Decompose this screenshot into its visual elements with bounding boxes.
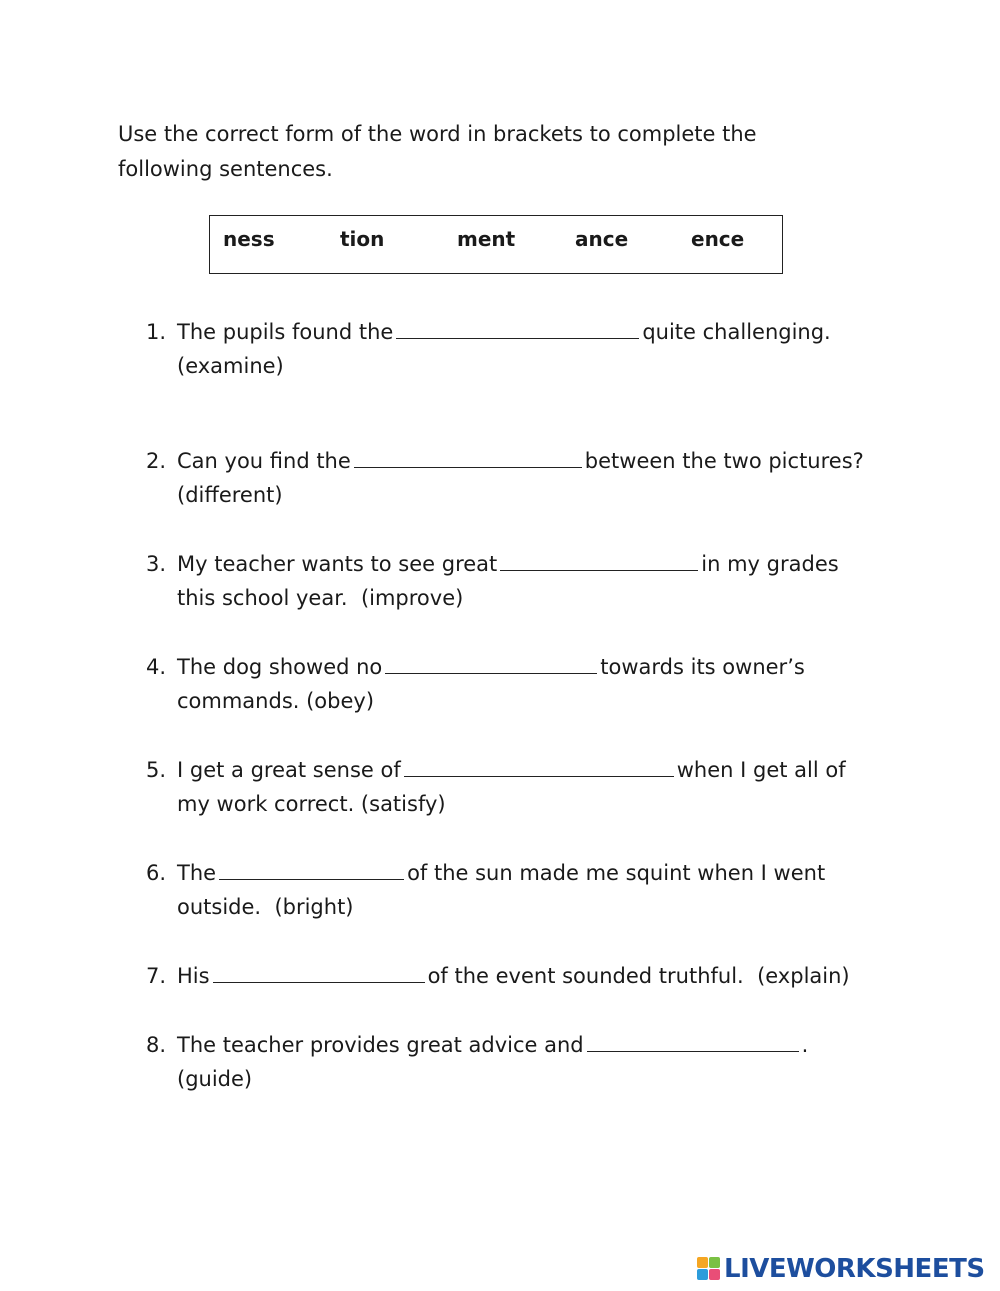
question-text-after: between the two pictures? [584,449,864,473]
question-text-before: The dog showed no [177,655,383,679]
question-text-after: of the event sounded truthful. (explain) [427,964,850,988]
question-text-after: of the sun made me squint when I went [407,861,826,885]
question-hint: (examine) [177,354,284,378]
question-text-before: The [177,861,217,885]
answer-blank[interactable] [396,320,639,339]
question-3 [177,547,897,615]
question-hint: this school year. (improve) [177,586,464,610]
question-number: 4. [146,655,167,679]
question-text-after: quite challenging. [642,320,831,344]
question-hint: my work correct. (satisfy) [177,792,446,816]
question-1 [177,315,897,383]
question-text-after: when I get all of [676,758,846,782]
answer-blank[interactable] [587,1033,799,1052]
suffix-word: tion [340,227,385,251]
question-text-before: Can you find the [177,449,351,473]
question-hint: (different) [177,483,283,507]
question-number: 1. [146,320,167,344]
suffix-word: ment [457,227,516,251]
question-hint: outside. (bright) [177,895,354,919]
question-text-after: towards its owner’s [600,655,805,679]
question-number: 3. [146,552,167,576]
logo-text: LIVEWORKSHEETS [724,1254,985,1284]
question-number: 2. [146,449,167,473]
answer-blank[interactable] [354,449,582,468]
answer-blank[interactable] [219,861,404,880]
question-6 [177,856,897,924]
question-number: 6. [146,861,167,885]
question-hint: commands. (obey) [177,689,375,713]
question-number: 5. [146,758,167,782]
liveworksheets-logo [697,1254,985,1284]
question-4 [177,650,897,718]
suffix-box [209,215,783,274]
question-number: 7. [146,964,167,988]
question-8 [177,1028,897,1096]
question-text-before: The teacher provides great advice and [177,1033,584,1057]
answer-blank[interactable] [213,964,425,983]
answer-blank[interactable] [500,552,698,571]
question-text-before: I get a great sense of [177,758,401,782]
question-text-after: in my grades [701,552,839,576]
suffix-word: ness [223,227,275,251]
instructions-line-2: following sentences. [118,157,333,181]
question-hint: (guide) [177,1067,253,1091]
suffix-word: ence [691,227,745,251]
answer-blank[interactable] [404,758,674,777]
instructions-line-1: Use the correct form of the word in brackets to complete the [118,122,757,146]
liveworksheets-logo-icon [697,1257,721,1281]
question-2 [177,444,897,512]
question-text-after: . [801,1033,809,1057]
question-7 [177,959,897,993]
question-5 [177,753,897,821]
question-text-before: His [177,964,210,988]
question-number: 8. [146,1033,167,1057]
instructions [118,117,818,187]
answer-blank[interactable] [385,655,597,674]
question-text-before: The pupils found the [177,320,394,344]
suffix-word: ance [575,227,629,251]
question-text-before: My teacher wants to see great [177,552,498,576]
